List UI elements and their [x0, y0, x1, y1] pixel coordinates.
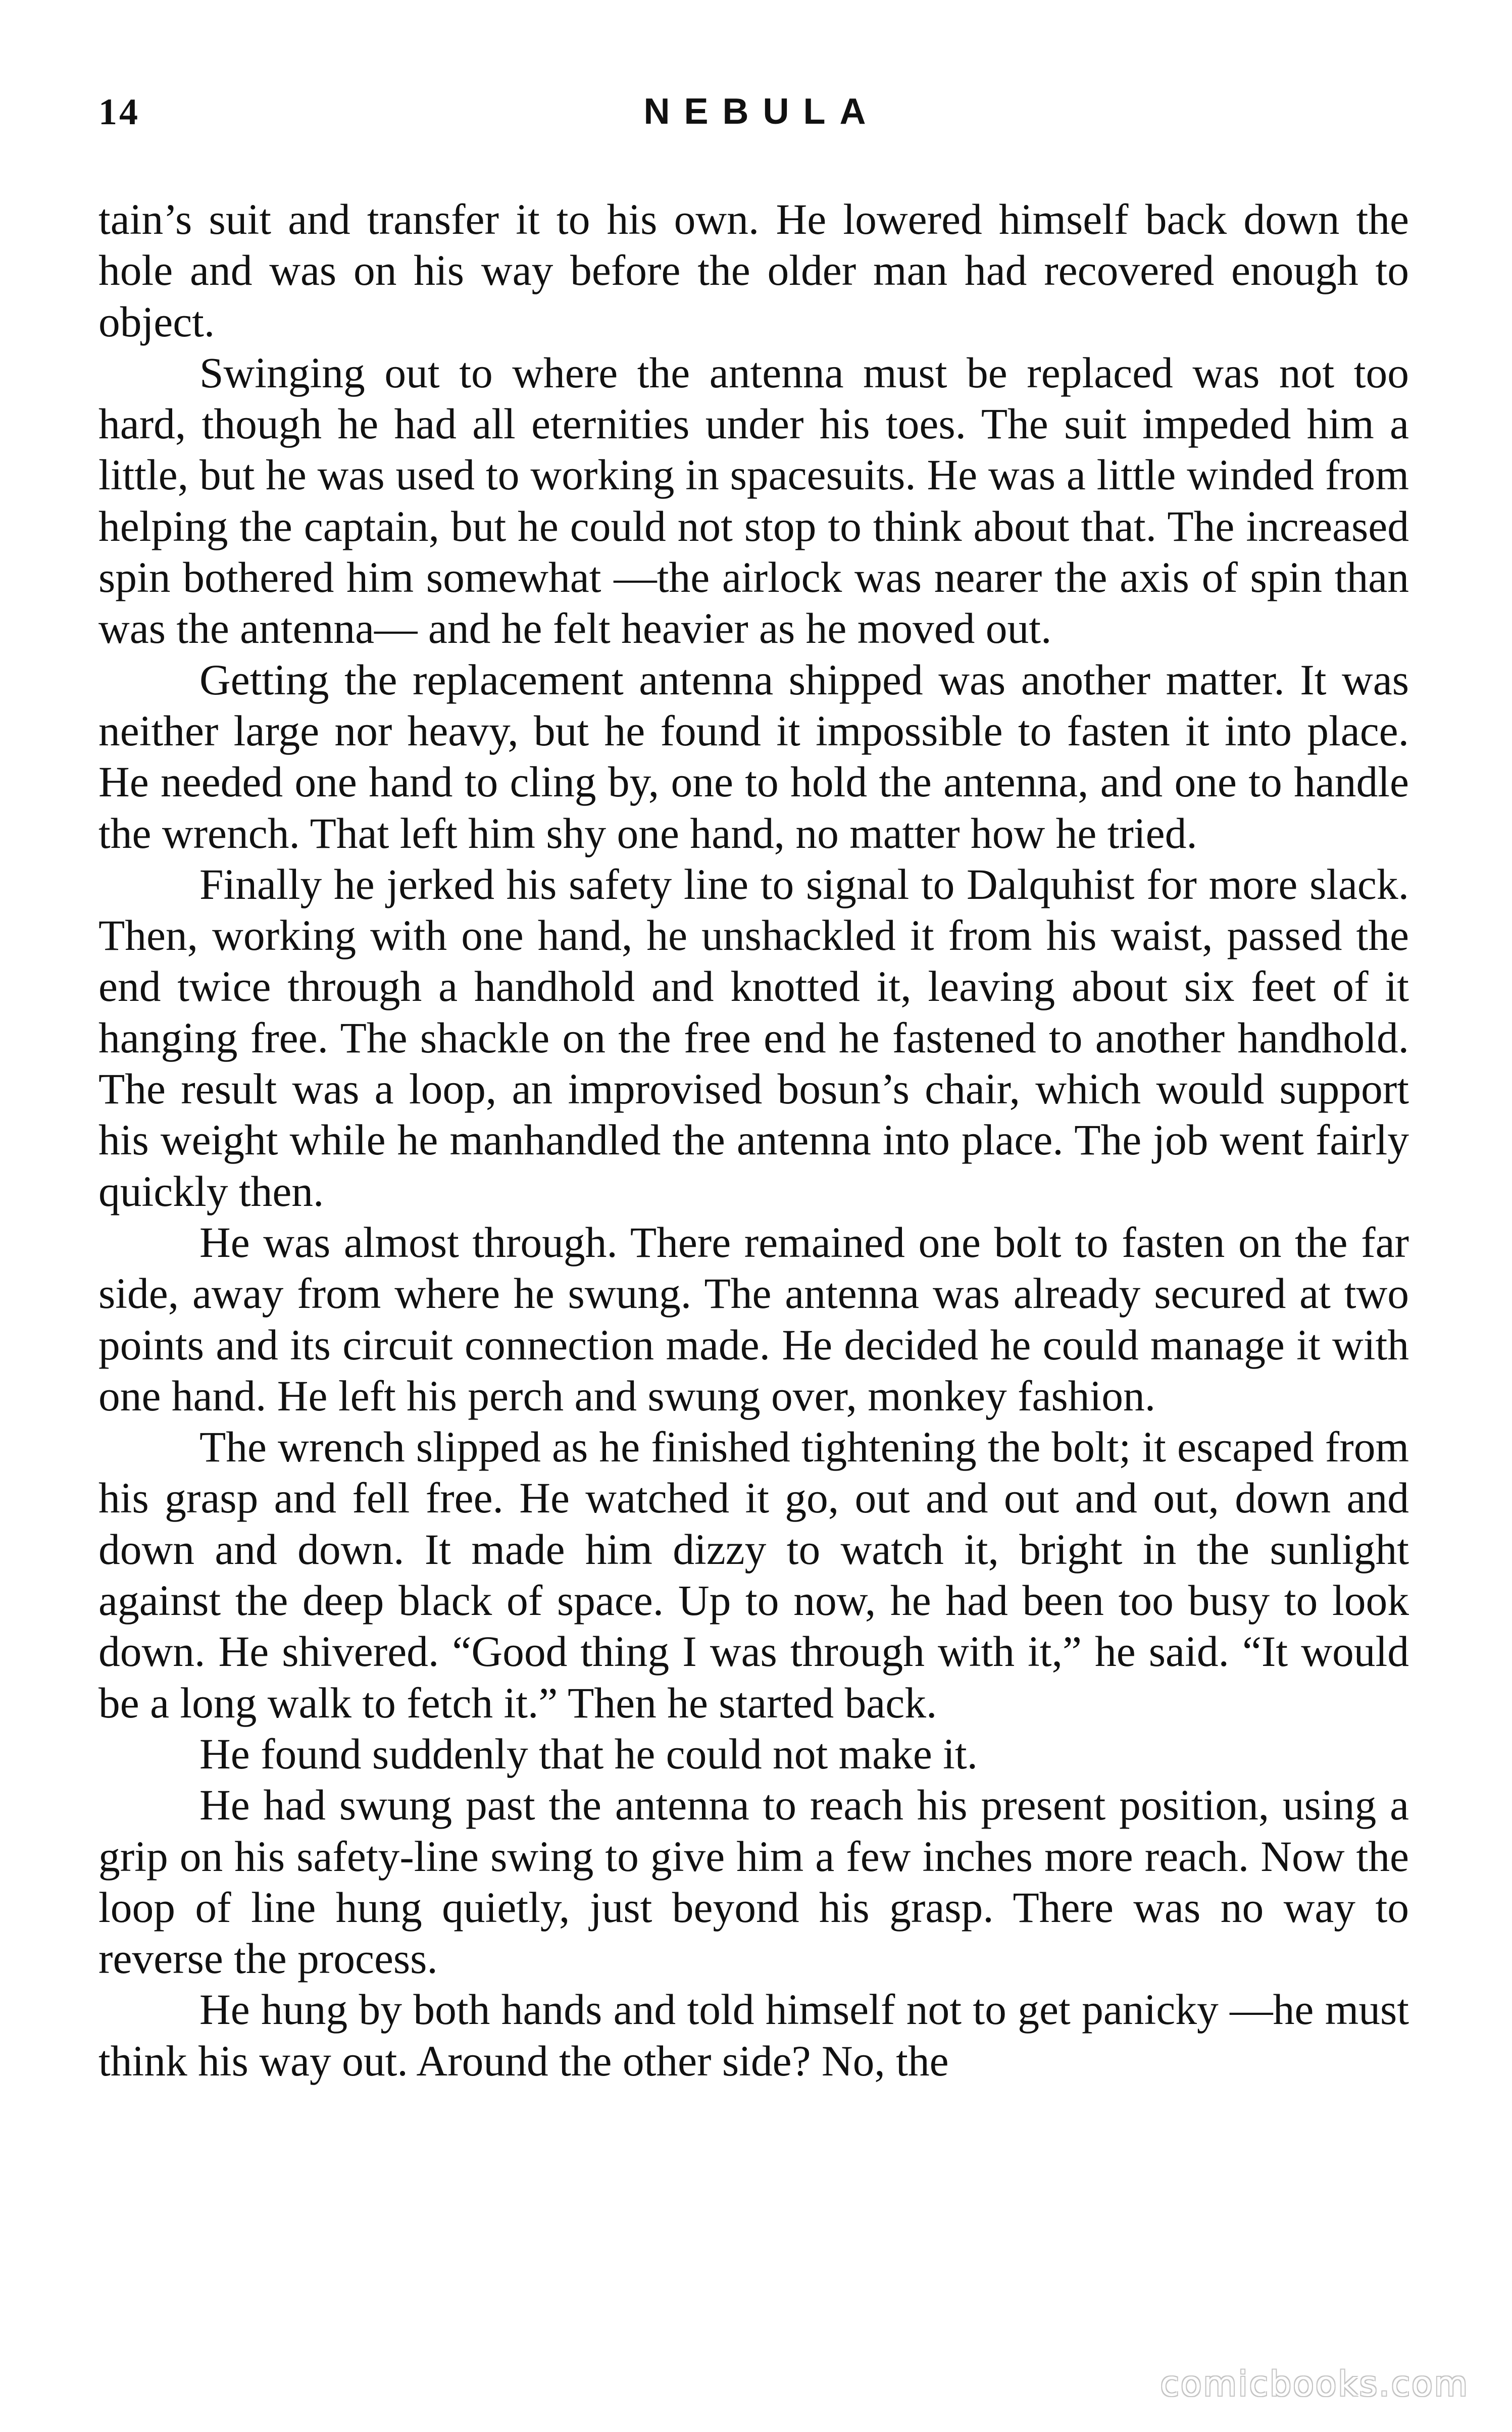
paragraph: He had swung past the antenna to reach his present position, using a grip on his safety-line swing to give him a few inches more reach. Now the loop of line hung quietly, just beyond his grasp. There was no way to reverse the process.: [98, 1782, 1409, 1983]
watermark: comicbooks.com: [1160, 2364, 1469, 2404]
page-header: [98, 91, 1411, 146]
paragraph: Finally he jerked his safety line to signal to Dalquhist for more slack. Then, working with one hand, he unshackled it from his waist, passed the end twice through a handhold and knotted it, leaving about six feet of it hanging free. The shackle on the free end he fastened to another handhold. The result was a loop, an improvised bosun’s chair, which would support his weight while he manhandled the antenna into place. The job went fairly quickly then.: [98, 860, 1409, 1215]
paragraph: The wrench slipped as he finished tightening the bolt; it escaped from his grasp and fell free. He watched it go, out and out and out, down and down and down. It made him dizzy to watch it, bright in the sunlight against the deep black of space. Up to now, he had been too busy to look down. He shivered. “Good thing I was through with it,” he said. “It would be a long walk to fetch it.” Then he started back.: [98, 1424, 1409, 1727]
paragraph: Swinging out to where the antenna must be replaced was not too hard, though he had all eternities under his toes. The suit impeded him a little, but he was used to working in spacesuits. He was a little winded from helping the captain, but he could not stop to think about that. The increased spin bothered him somewhat —the airlock was nearer the axis of spin than was the antenna— and he felt heavier as he moved out.: [98, 349, 1409, 653]
body-text: [98, 194, 1409, 2087]
paragraph: He found suddenly that he could not make it.: [199, 1730, 978, 1778]
paragraph: Getting the replacement antenna shipped was another matter. It was neither large nor heavy, but he found it impossible to fasten it into place. He needed one hand to cling by, one to hold the antenna, and one to handle the wrench. That left him shy one hand, no matter how he tried.: [98, 656, 1409, 857]
paragraph: He was almost through. There remained one bolt to fasten on the far side, away from where he swung. The antenna was already secured at two points and its circuit connection made. He decided he could manage it with one hand. He left his perch and swung over, monkey fashion.: [98, 1219, 1409, 1420]
paragraph: He hung by both hands and told himself not to get panicky —he must think his way out. Around the other side? No, the: [98, 1986, 1409, 2085]
paragraph: tain’s suit and transfer it to his own. He lowered himself back down the hole and was on his way before the older man had recovered enough to object.: [98, 196, 1409, 346]
running-title: NEBULA: [643, 91, 880, 132]
page-number: 14: [98, 91, 140, 133]
